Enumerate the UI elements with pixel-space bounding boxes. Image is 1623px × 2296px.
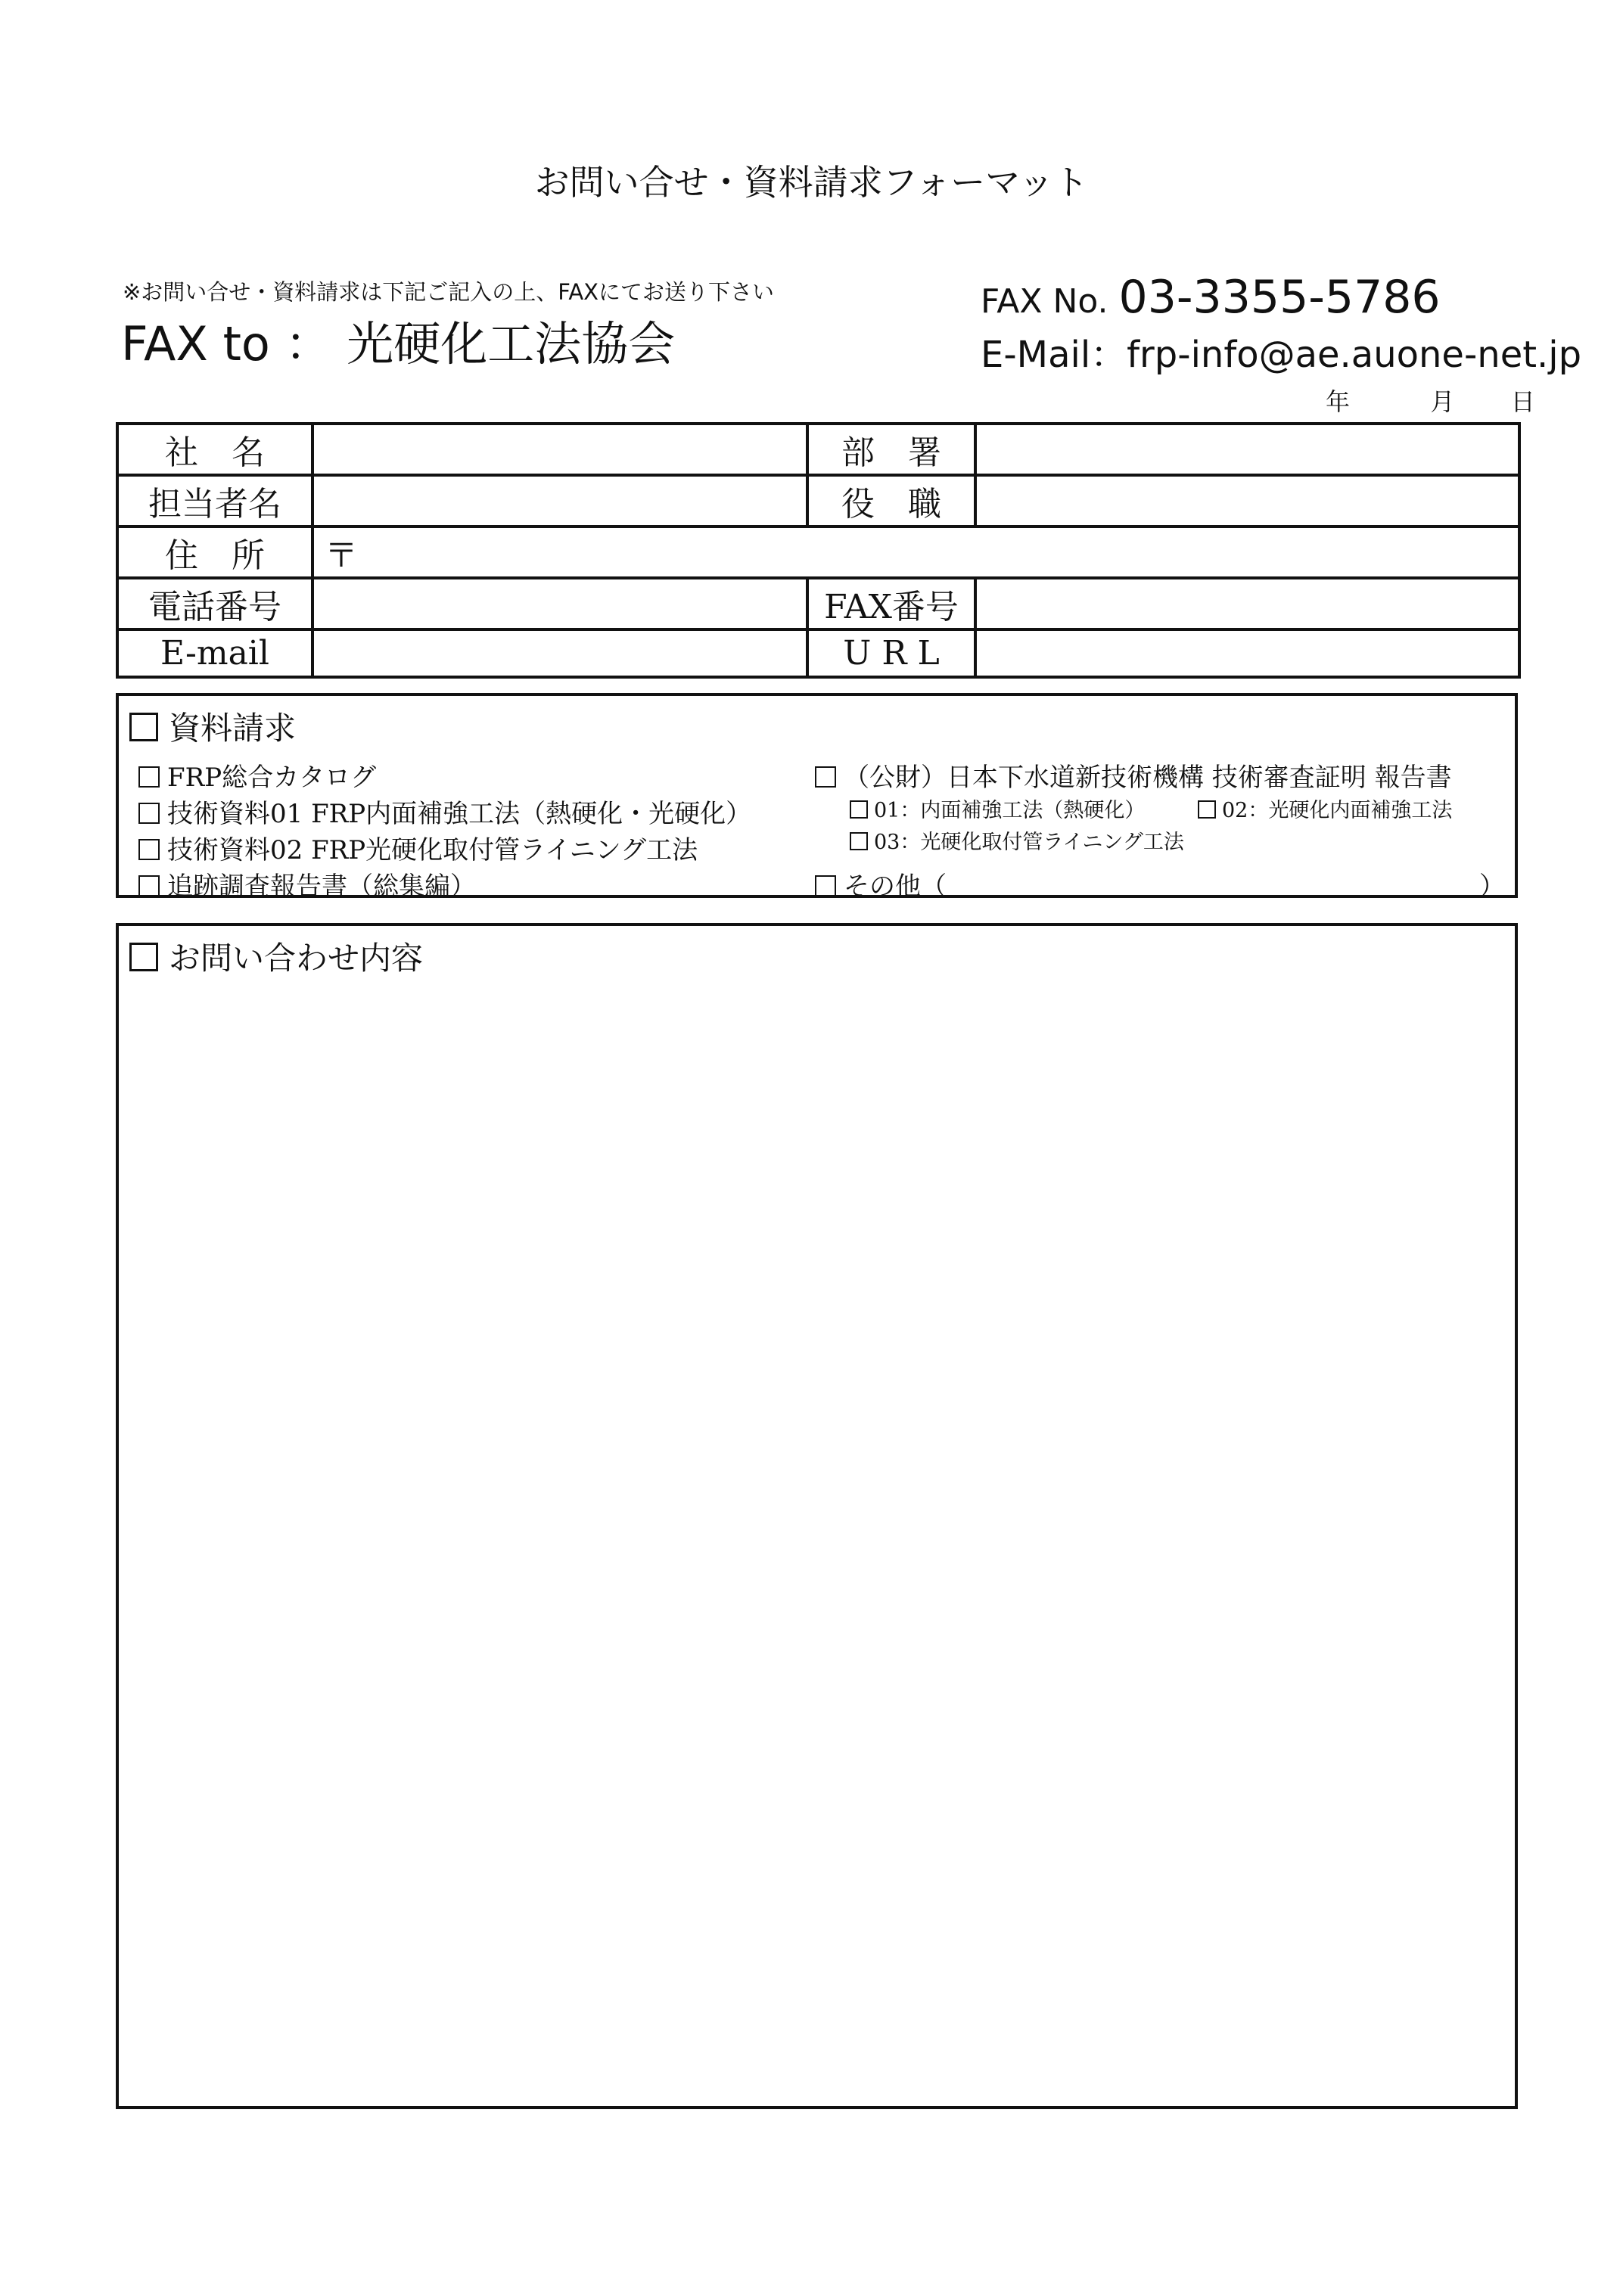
fax-number-value: 03-3355-5786	[1118, 271, 1441, 324]
checkbox-icon[interactable]	[138, 766, 160, 788]
page-title: お問い合せ・資料請求フォーマット	[534, 162, 1089, 203]
company-label: 社 名	[117, 424, 312, 475]
checkbox-icon[interactable]	[138, 803, 160, 824]
checkbox-icon[interactable]	[129, 713, 158, 741]
person-field[interactable]	[312, 475, 807, 527]
url-label: U R L	[807, 629, 975, 677]
checkbox-icon[interactable]	[815, 875, 836, 896]
materials-request-section	[116, 693, 1518, 902]
department-field[interactable]	[975, 424, 1519, 475]
material-sub-item: 01：内面補強工法（熱硬化）	[850, 794, 1145, 823]
fax-field[interactable]	[975, 578, 1519, 629]
phone-field[interactable]	[312, 578, 807, 629]
checkbox-icon[interactable]	[850, 832, 868, 850]
checkbox-icon[interactable]	[850, 800, 868, 819]
form-row-phone	[117, 578, 1519, 629]
other-close-paren: ）	[1479, 871, 1505, 902]
url-field[interactable]	[975, 629, 1519, 677]
date-day: 日	[1510, 387, 1535, 416]
fax-number-label: FAX No.	[981, 282, 1108, 321]
material-item: 技術資料02 FRP光硬化取付管ライニング工法	[138, 829, 698, 866]
material-item-other: その他（	[815, 865, 947, 903]
notice-text: ※お問い合せ・資料請求は下記ご記入の上、FAXにてお送り下さい	[123, 279, 775, 305]
address-field[interactable]	[312, 527, 1519, 578]
material-sub-item: 02：光硬化内面補強工法	[1198, 794, 1452, 823]
contact-email: E-Mail：frp-info@ae.auone-net.jp	[981, 334, 1582, 376]
material-item: 追跡調査報告書（総集編）	[138, 865, 476, 903]
form-row-person	[117, 475, 1519, 527]
email-label: E-mail	[117, 629, 312, 677]
materials-heading: 資料請求	[129, 704, 296, 749]
postal-mark: 〒	[325, 536, 358, 575]
date-line	[1326, 383, 1535, 418]
form-row-address	[117, 527, 1519, 578]
contact-form-table	[116, 422, 1521, 679]
material-item: 技術資料01 FRP内面補強工法（熱硬化・光硬化）	[138, 793, 751, 830]
address-label: 住 所	[117, 527, 312, 578]
company-field[interactable]	[312, 424, 807, 475]
inquiry-heading: お問い合わせ内容	[129, 934, 423, 979]
date-month: 月	[1430, 387, 1455, 416]
material-sub-item: 03：光硬化取付管ライニング工法	[850, 825, 1184, 855]
form-row-email	[117, 629, 1519, 677]
fax-number	[981, 271, 1441, 324]
department-label: 部 署	[807, 424, 975, 475]
checkbox-icon[interactable]	[815, 766, 836, 788]
position-label: 役 職	[807, 475, 975, 527]
checkbox-icon[interactable]	[138, 839, 160, 860]
checkbox-icon[interactable]	[129, 943, 158, 971]
material-item-report: （公財）日本下水道新技術機構 技術審査証明 報告書	[815, 757, 1452, 794]
person-label: 担当者名	[117, 475, 312, 527]
phone-label: 電話番号	[117, 578, 312, 629]
fax-label: FAX番号	[807, 578, 975, 629]
checkbox-icon[interactable]	[138, 875, 160, 896]
fax-to-heading: FAX to ： 光硬化工法協会	[121, 316, 676, 371]
date-year: 年	[1326, 387, 1351, 416]
email-field[interactable]	[312, 629, 807, 677]
position-field[interactable]	[975, 475, 1519, 527]
material-item: FRP総合カタログ	[138, 757, 376, 794]
inquiry-section[interactable]	[116, 923, 1518, 2109]
checkbox-icon[interactable]	[1198, 800, 1216, 819]
form-row-company	[117, 424, 1519, 475]
